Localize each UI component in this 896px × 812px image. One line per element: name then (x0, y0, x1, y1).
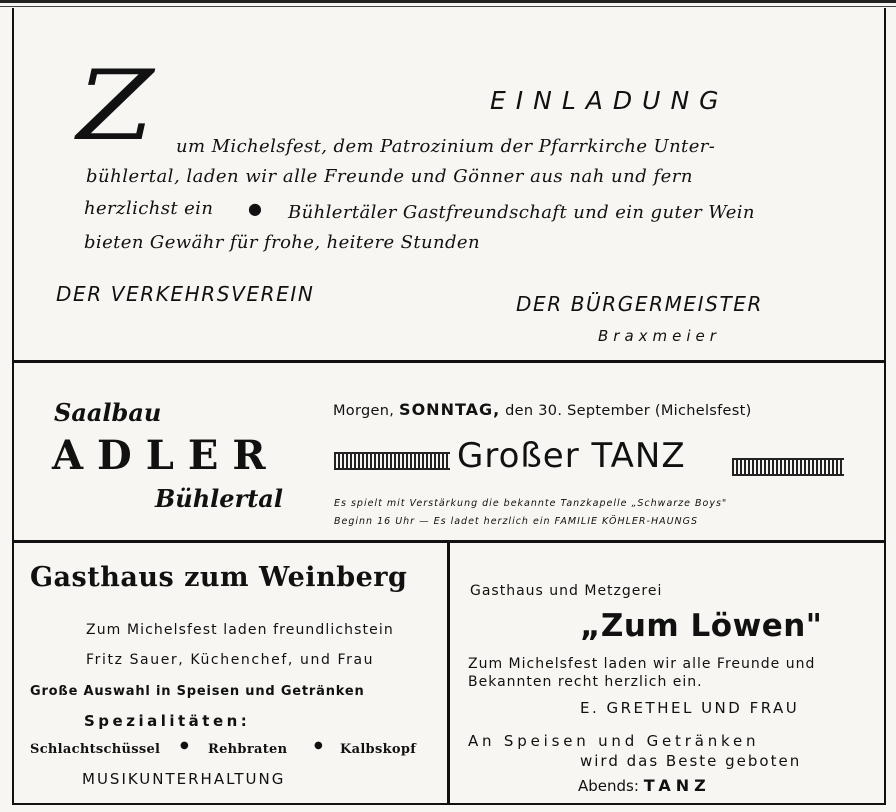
band-info: Es spielt mit Verstärkung die bekannte Tanzkapelle „Schwarze Boys" (334, 498, 728, 509)
weinberg-line-3: Große Auswahl in Speisen und Getränken (30, 684, 365, 699)
start-info: Beginn 16 Uhr — Es ladet herzlich ein FAMILIE KÖHLER-HAUNGS (334, 516, 699, 527)
einladung-line-1: um Michelsfest, dem Patrozinium der Pfarrkirche Unter- (176, 136, 716, 157)
date-prefix: Morgen, (333, 403, 395, 419)
divider-1 (12, 360, 886, 363)
saalbau-label: Saalbau (54, 398, 162, 427)
mayor-name: Braxmeier (598, 327, 721, 345)
loewen-title: „Zum Löwen" (580, 608, 823, 644)
hatch-right-decoration (732, 458, 844, 476)
divider-vertical (447, 542, 450, 804)
top-border-thin (0, 6, 896, 7)
dish-3: Kalbskopf (340, 742, 417, 757)
bullet-icon: ● (180, 740, 189, 751)
top-border (0, 0, 896, 3)
weinberg-specialties-label: Spezialitäten: (84, 712, 251, 730)
einladung-line-2: bühlertal, laden wir alle Freunde und Gönner aus nah und fern (86, 166, 693, 187)
abends-value: TANZ (643, 776, 711, 795)
loewen-line-3: An Speisen und Getränken (468, 732, 760, 750)
loewen-line-4: wird das Beste geboten (580, 752, 802, 770)
loewen-kicker: Gasthaus und Metzgerei (470, 583, 663, 599)
weinberg-line-2: Fritz Sauer, Küchenchef, und Frau (86, 652, 375, 668)
signature-buergermeister: DER BÜRGERMEISTER (516, 292, 764, 316)
loewen-line-2: Bekannten recht herzlich ein. (468, 674, 703, 690)
frame-right-border (884, 8, 886, 803)
adler-place: Bühlertal (155, 484, 283, 513)
weinberg-music: MUSIKUNTERHALTUNG (82, 770, 286, 788)
event-title: Großer TANZ (457, 436, 686, 476)
bullet-icon: ● (248, 199, 262, 218)
date-day: SONNTAG, (399, 400, 501, 419)
weinberg-title: Gasthaus zum Weinberg (30, 562, 408, 593)
loewen-line-1: Zum Michelsfest laden wir alle Freunde und (468, 656, 816, 672)
dish-1: Schlachtschüssel (30, 742, 161, 757)
adler-name: ADLER (52, 432, 280, 479)
einladung-line-5: bieten Gewähr für frohe, heitere Stunden (84, 232, 480, 253)
dish-2: Rehbraten (208, 742, 288, 757)
date-rest: den 30. September (Michelsfest) (505, 403, 752, 419)
abends-label: Abends: (578, 777, 639, 795)
hatch-left-decoration (334, 452, 450, 470)
einladung-line-4: Bühlertäler Gastfreundschaft und ein guter Wein (288, 202, 755, 223)
loewen-owners: E. GRETHEL UND FRAU (580, 699, 800, 717)
loewen-abends (578, 776, 711, 795)
decorative-initial: Z (76, 50, 154, 162)
frame-left-border (12, 8, 14, 803)
einladung-title: EINLADUNG (490, 86, 729, 115)
weinberg-line-1: Zum Michelsfest laden freundlichstein (86, 622, 394, 638)
signature-verkehrsverein: DER VERKEHRSVEREIN (56, 282, 315, 306)
bullet-icon: ● (314, 740, 323, 751)
event-date (333, 400, 752, 419)
einladung-line-3: herzlichst ein (84, 198, 214, 219)
